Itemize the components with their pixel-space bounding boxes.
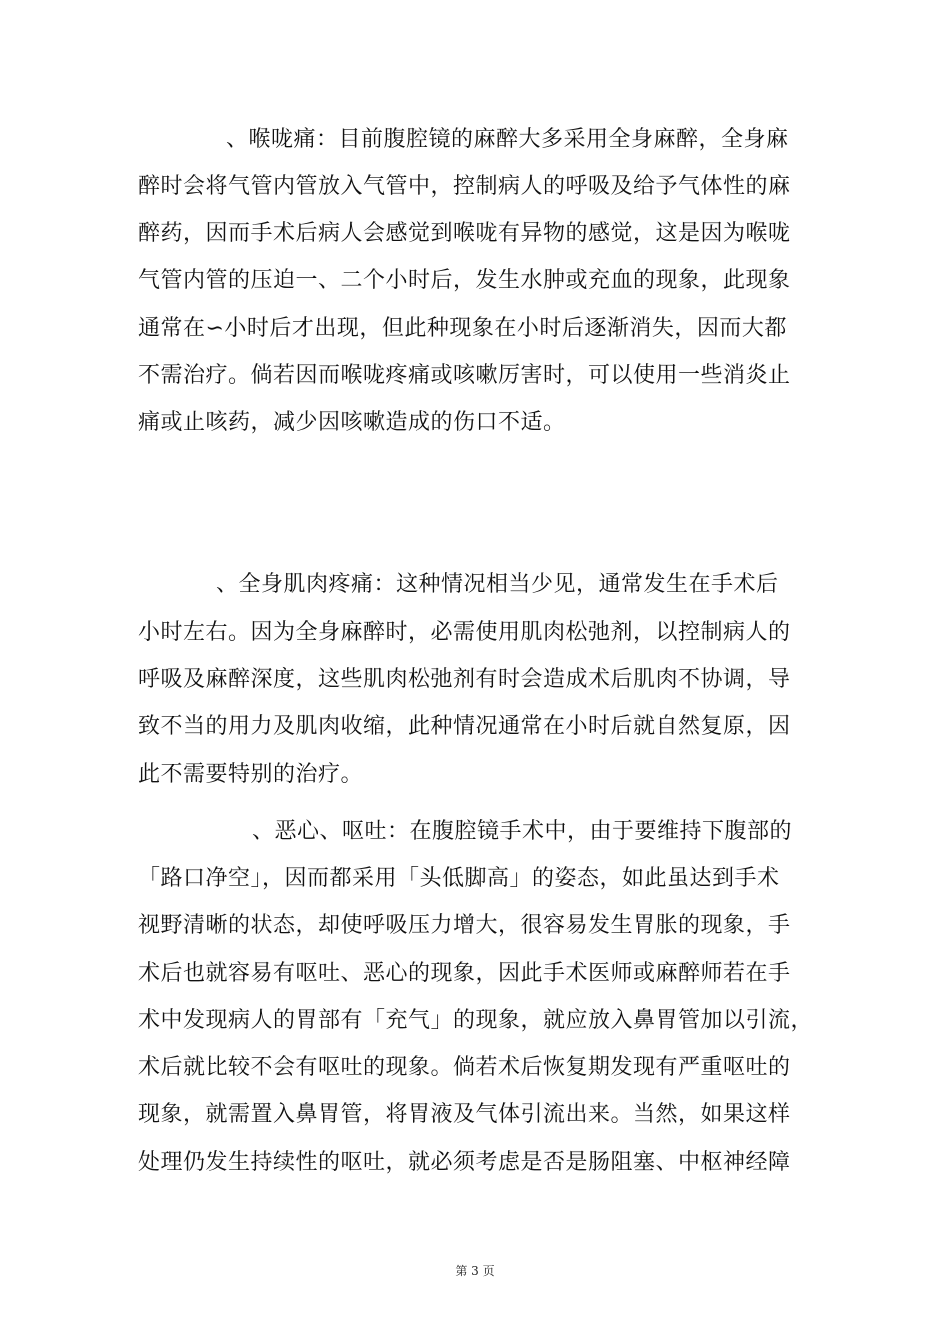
text-line: 致不当的用力及肌肉收缩，此种情况通常在小时后就自然复原，因 bbox=[138, 714, 791, 739]
text-line: 术后就比较不会有呕吐的现象。倘若术后恢复期发现有严重呕吐的 bbox=[138, 1055, 791, 1080]
text-line: 醉时会将气管内管放入气管中，控制病人的呼吸及给予气体性的麻 bbox=[138, 174, 791, 199]
text-line: 、全身肌肉疼痛：这种情况相当少见，通常发生在手术后 bbox=[216, 572, 779, 597]
text-line: 、恶心、呕吐：在腹腔镜手术中，由于要维持下腹部的 bbox=[252, 819, 793, 844]
text-line: 醉药，因而手术后病人会感觉到喉咙有异物的感觉，这是因为喉咙 bbox=[138, 221, 791, 246]
text-line: 通常在∽小时后才出现，但此种现象在小时后逐渐消失，因而大都 bbox=[138, 316, 787, 341]
text-line: 视野清晰的状态，却使呼吸压力增大，很容易发生胃胀的现象，手 bbox=[138, 913, 791, 938]
text-line: 术后也就容易有呕吐、恶心的现象，因此手术医师或麻醉师若在手 bbox=[138, 961, 791, 986]
text-line: 不需治疗。倘若因而喉咙疼痛或咳嗽厉害时，可以使用一些消炎止 bbox=[138, 363, 791, 388]
text-line: 痛或止咳药，减少因咳嗽造成的伤口不适。 bbox=[138, 410, 566, 435]
text-line: 呼吸及麻醉深度，这些肌肉松弛剂有时会造成术后肌肉不协调，导 bbox=[138, 667, 791, 692]
text-line: 处理仍发生持续性的呕吐，就必须考虑是否是肠阻塞、中枢神经障 bbox=[138, 1150, 791, 1175]
text-line: 此不需要特别的治疗。 bbox=[138, 762, 364, 787]
text-line: 术中发现病人的胃部有「充气」的现象，就应放入鼻胃管加以引流， bbox=[138, 1008, 814, 1033]
text-line: 小时左右。因为全身麻醉时，必需使用肌肉松弛剂，以控制病人的 bbox=[138, 620, 791, 645]
page-number: 第 3 页 bbox=[455, 1264, 495, 1278]
text-line: 、喉咙痛：目前腹腔镜的麻醉大多采用全身麻醉，全身麻 bbox=[226, 127, 789, 152]
text-line: 气管内管的压迫一、二个小时后，发生水肿或充血的现象，此现象 bbox=[138, 268, 791, 293]
text-line: 「路口净空」，因而都采用「头低脚高」的姿态，如此虽达到手术 bbox=[138, 866, 780, 891]
text-line: 现象，就需置入鼻胃管，将胃液及气体引流出来。当然，如果这样 bbox=[138, 1102, 791, 1127]
